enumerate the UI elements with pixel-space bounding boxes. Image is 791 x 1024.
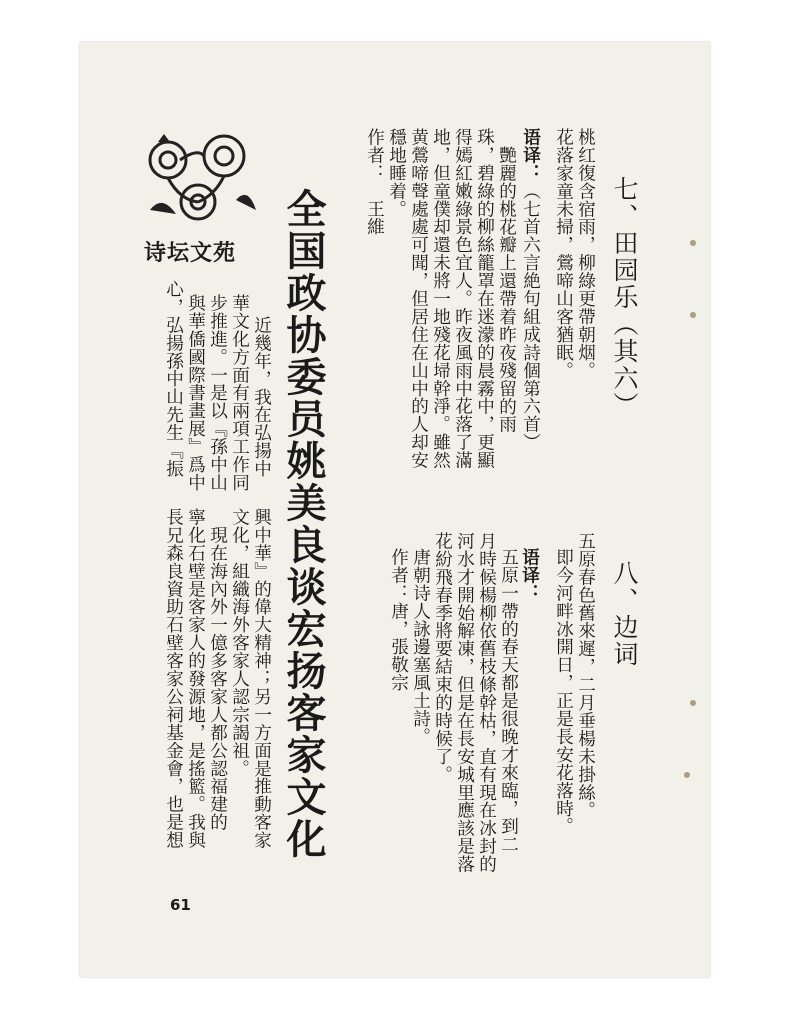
article-title: 全国政协委员姚美良谈宏扬客家文化 [280,188,327,860]
article-column: 步推進。一是以『孫中山 [207,294,228,492]
poem7-translation-line: 穩地睡着。 [386,128,407,218]
article-column: 興中華』的偉大精神；另一方面是推動客家 [251,508,272,850]
poem8-line2: 即今河畔冰開日，正是長安花落時。 [553,548,574,836]
binding-hole [684,772,690,778]
poem7-line2: 花落家童未掃，鶯啼山客猶眠。 [553,128,574,380]
poem8-translation-line: 唐朝诗人詠邊塞風土詩。 [410,548,431,746]
binding-hole [690,700,696,706]
poem7-translation-line: 得嫣紅嫩綠景色宜人。昨夜風雨中花落了滿 [452,128,473,470]
poem8-translation-line: 月時候楊柳依舊枝條幹枯，直有現在冰封的 [476,532,497,874]
poem7-translation-line: 珠，碧綠的柳絲籠罩在迷濛的晨霧中，更顯 [474,128,495,470]
binding-hole [690,312,696,318]
poem8-translation-label: 语译： [519,548,541,602]
article-column: 近幾年，我在弘揚中 [251,316,272,478]
article-column: 心，弘揚孫中山先生『振 [163,280,184,478]
article-column: 現在海內外一億多客家人都公認福建的 [207,508,228,832]
poem8-translation-line: 花紛飛春季將要結束的時候了。 [432,532,453,784]
article-column: 寧化石壁是客家人的發源地，是搖籃。我與 [185,508,206,850]
article-column: 長兄森良資助石壁客家公祠基金會，也是想 [163,508,184,850]
poem7-author: 作者： 王維 [364,128,385,236]
poem7-translation-header [521,128,540,451]
poem8-line1: 五原春色舊來遲，二月垂楊未掛絲。 [575,532,596,820]
poem7-translation-line: 黄鶯啼聲處處可聞，但居住在山中的人却安 [408,128,429,470]
page-number: 61 [170,896,191,914]
poem7-heading: 七、田园乐（其六） [610,176,639,419]
poem8-heading: 八、边词 [610,560,639,668]
translation-note: （七首六言絶句組成詩個第六首） [520,181,541,452]
poem7-translation-line: 艷麗的桃花瓣上還帶着昨夜殘留的雨 [496,146,517,434]
article-column: 華文化方面有兩項工作同 [229,294,250,492]
flower-woodcut-icon [140,130,260,230]
poem8-author: 作者：唐，張敬宗 [388,548,409,692]
article-column: 文化，組織海外客家人認宗謁祖。 [229,508,250,778]
article-column: 與華僑國際書畫展』爲中 [185,294,206,492]
poem8-translation-line: 河水才開始解凍，但是在長安城里應該是落 [454,532,475,874]
binding-hole [690,240,696,246]
section-label: 诗坛文苑 [144,241,237,266]
translation-label: 语译： [520,128,542,182]
poem7-line1: 桃红復含宿雨，柳綠更帶朝烟。 [575,128,596,380]
poem8-translation-line: 五原一帶的春天都是很晚才來臨，到二 [498,548,519,854]
poem7-translation-line: 地，但童僕却還未將一地殘花埽幹淨。雖然 [430,128,451,470]
